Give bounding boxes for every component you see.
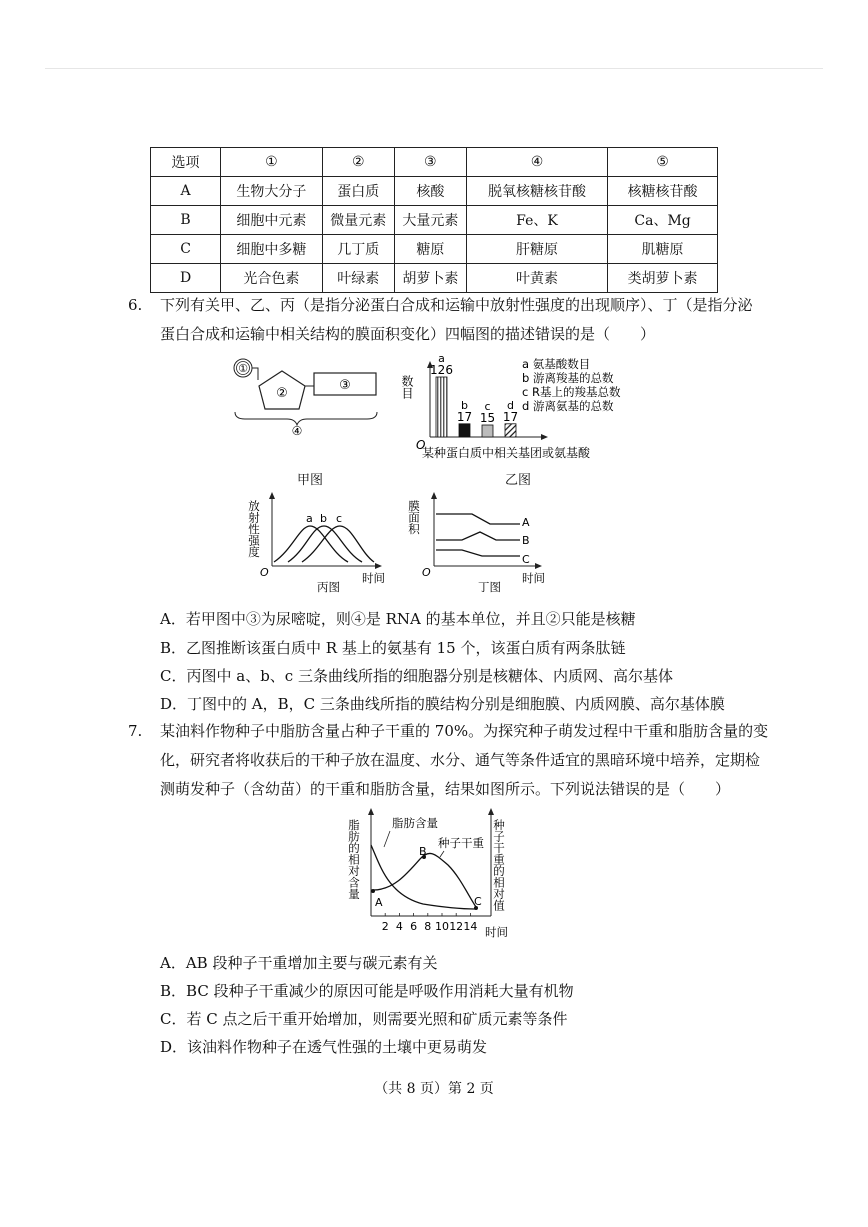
bing-curve-c — [302, 526, 374, 562]
bing-caption: 丙图 — [317, 580, 340, 594]
ding-curve-A — [436, 514, 520, 524]
point-a-label: A — [375, 896, 383, 909]
q7-option-d: D．该油料作物种子在透气性强的土壤中更易萌发 — [160, 1038, 488, 1056]
chart7-ylabel-right: 种子干重的相对值 — [492, 819, 506, 911]
table-cell: 细胞中元素 — [221, 206, 323, 235]
table-cell: ④ — [466, 148, 607, 177]
table-row — [151, 206, 718, 235]
table-cell: 选项 — [151, 148, 221, 177]
yi-legend-a: a 氨基酸数目 — [522, 357, 591, 371]
options-table — [150, 147, 718, 293]
q7-option-b: B．BC 段种子干重减少的原因可能是呼吸作用消耗大量有机物 — [160, 982, 574, 1000]
jia-label-3: ③ — [339, 378, 351, 393]
bing-origin: O — [260, 566, 269, 579]
q7-stem-line3: 测萌发种子（含幼苗）的干重和脂肪含量，结果如图所示。下列说法错误的是（ ） — [160, 780, 731, 798]
q6-option-b: B．乙图推断该蛋白质中 R 基上的氨基有 15 个，该蛋白质有两条肽链 — [160, 639, 626, 657]
yi-bar-value-a: 126 — [430, 363, 453, 377]
table-cell: 微量元素 — [322, 206, 394, 235]
table-cell: B — [151, 206, 221, 235]
ding-origin: O — [422, 566, 431, 579]
yi-bar-a — [436, 377, 447, 437]
q6-number: 6. — [128, 296, 143, 314]
q6-option-a: A．若甲图中③为尿嘧啶，则④是 RNA 的基本单位，并且②只能是核糖 — [160, 610, 636, 628]
q6-stem-line2: 蛋白合成和运输中相关结构的膜面积变化）四幅图的描述错误的是（ ） — [160, 325, 656, 343]
table-cell: 胡萝卜素 — [394, 264, 466, 293]
yi-ylabel: 数目 — [400, 375, 414, 399]
bing-curve-b — [288, 526, 362, 562]
chart7-xlabel: 时间 — [485, 925, 508, 939]
page-footer: （共 8 页）第 2 页 — [374, 1081, 494, 1097]
table-cell: 叶黄素 — [466, 264, 607, 293]
chart7-tick-label: 12 — [449, 920, 464, 933]
bing-xlabel: 时间 — [362, 571, 385, 585]
table-cell: 核糖核苷酸 — [608, 177, 718, 206]
table-cell: 肝糖原 — [466, 235, 607, 264]
header-rule — [45, 68, 823, 69]
jia-label-4: ④ — [291, 424, 303, 438]
table-cell: ① — [221, 148, 323, 177]
ding-label-A: A — [522, 516, 530, 529]
table-cell: Fe、K — [466, 206, 607, 235]
yi-bar-c — [482, 425, 493, 437]
yi-bar-value-d: 17 — [502, 409, 519, 424]
yi-legend-b: b 游离羧基的总数 — [522, 371, 614, 385]
ding-ylabel: 膜面积 — [407, 500, 421, 535]
jia-label-2: ② — [276, 386, 288, 401]
q6-option-c: C．丙图中 a、b、c 三条曲线所指的细胞器分别是核糖体、内质网、高尔基体 — [160, 667, 673, 685]
q7-stem-line2: 化，研究者将收获后的干种子放在温度、水分、通气等条件适宜的黑暗环境中培养，定期检 — [160, 751, 761, 769]
bing-ylabel: 放射性强度 — [247, 500, 261, 558]
table-cell: 脱氧核糖核苷酸 — [466, 177, 607, 206]
figure-jia — [225, 352, 385, 437]
yi-bar-letter-c: c — [484, 400, 491, 413]
table-cell: 几丁质 — [322, 235, 394, 264]
table-cell: ⑤ — [608, 148, 718, 177]
ding-xlabel: 时间 — [522, 571, 545, 585]
yi-legend-d: d 游离氨基的总数 — [522, 399, 614, 413]
bing-label-a: a — [306, 512, 313, 525]
yi-bar-letter-b: b — [461, 398, 468, 412]
table-cell: 肌糖原 — [608, 235, 718, 264]
chart7-tick-label: 8 — [424, 920, 432, 933]
table-cell: Ca、Mg — [608, 206, 718, 235]
yi-bar-value-b: 17 — [456, 409, 473, 424]
table-cell: 蛋白质 — [322, 177, 394, 206]
q7-option-c: C．若 C 点之后干重开始增加，则需要光照和矿质元素等条件 — [160, 1010, 568, 1028]
q6-option-d: D．丁图中的 A，B，C 三条曲线所指的膜结构分别是细胞膜、内质网膜、高尔基体膜 — [160, 695, 725, 713]
table-cell: 生物大分子 — [221, 177, 323, 206]
table-cell: 大量元素 — [394, 206, 466, 235]
chart7-tick-label: 10 — [435, 920, 449, 933]
ding-curve-C — [436, 550, 520, 556]
table-row — [151, 235, 718, 264]
caption-jia: 甲图 — [297, 473, 324, 488]
yi-bar-b — [459, 424, 470, 437]
chart7-tick-label: 6 — [410, 920, 418, 933]
table-cell: 光合色素 — [221, 264, 323, 293]
table-cell: 糖原 — [394, 235, 466, 264]
bing-label-c: c — [336, 512, 343, 525]
figure-ding — [407, 490, 560, 595]
q7-stem-line1: 某油料作物种子中脂肪含量占种子干重的 70%。为探究种子萌发过程中干重和脂肪含量的变 — [160, 722, 769, 740]
yi-bar-value-c: 15 — [479, 411, 496, 425]
fat-series-label: 脂肪含量 — [392, 816, 438, 830]
bing-label-b: b — [320, 512, 327, 525]
table-cell: A — [151, 177, 221, 206]
point-c-label: C — [474, 895, 482, 908]
caption-yi: 乙图 — [505, 473, 532, 488]
dryweight-series-label: 种子干重 — [438, 836, 484, 850]
yi-legend-c: c R基上的羧基总数 — [522, 385, 621, 399]
q6-stem-line1: 下列有关甲、乙、丙（是指分泌蛋白合成和运输中放射性强度的出现顺序）、丁（是指分泌 — [160, 296, 753, 314]
table-header-row — [151, 148, 718, 177]
chart7-ylabel-left: 脂肪的相对含量 — [347, 819, 361, 900]
yi-bar-d — [505, 424, 516, 437]
bing-curve-a — [274, 526, 348, 562]
yi-origin: O — [416, 438, 426, 452]
chart7-tick-label: 2 — [381, 920, 389, 933]
figure-yi — [398, 352, 648, 465]
yi-xlabel: 某种蛋白质中相关基团或氨基酸 — [422, 446, 591, 460]
table-row — [151, 177, 718, 206]
fat-dryweight-chart — [348, 805, 520, 940]
table-cell: C — [151, 235, 221, 264]
ding-caption: 丁图 — [478, 580, 501, 594]
table-cell: 类胡萝卜素 — [608, 264, 718, 293]
ding-label-B: B — [522, 534, 530, 547]
point-a — [371, 889, 375, 893]
jia-label-1: ① — [238, 362, 248, 375]
table-row — [151, 264, 718, 293]
table-cell: 核酸 — [394, 177, 466, 206]
point-b-label: B — [419, 845, 427, 858]
table-cell: ② — [322, 148, 394, 177]
figure-bing — [247, 490, 395, 595]
q7-number: 7. — [128, 722, 143, 740]
table-cell: ③ — [394, 148, 466, 177]
yi-bar-letter-a: a — [438, 352, 445, 365]
chart7-tick-label: 14 — [463, 920, 478, 933]
table-cell: 细胞中多糖 — [221, 235, 323, 264]
chart7-tick-label: 4 — [395, 920, 403, 933]
ding-curve-B — [436, 532, 520, 540]
table-cell: 叶绿素 — [322, 264, 394, 293]
ding-label-C: C — [522, 553, 530, 566]
q7-option-a: A．AB 段种子干重增加主要与碳元素有关 — [160, 954, 438, 972]
table-cell: D — [151, 264, 221, 293]
yi-bar-letter-d: d — [507, 398, 514, 412]
